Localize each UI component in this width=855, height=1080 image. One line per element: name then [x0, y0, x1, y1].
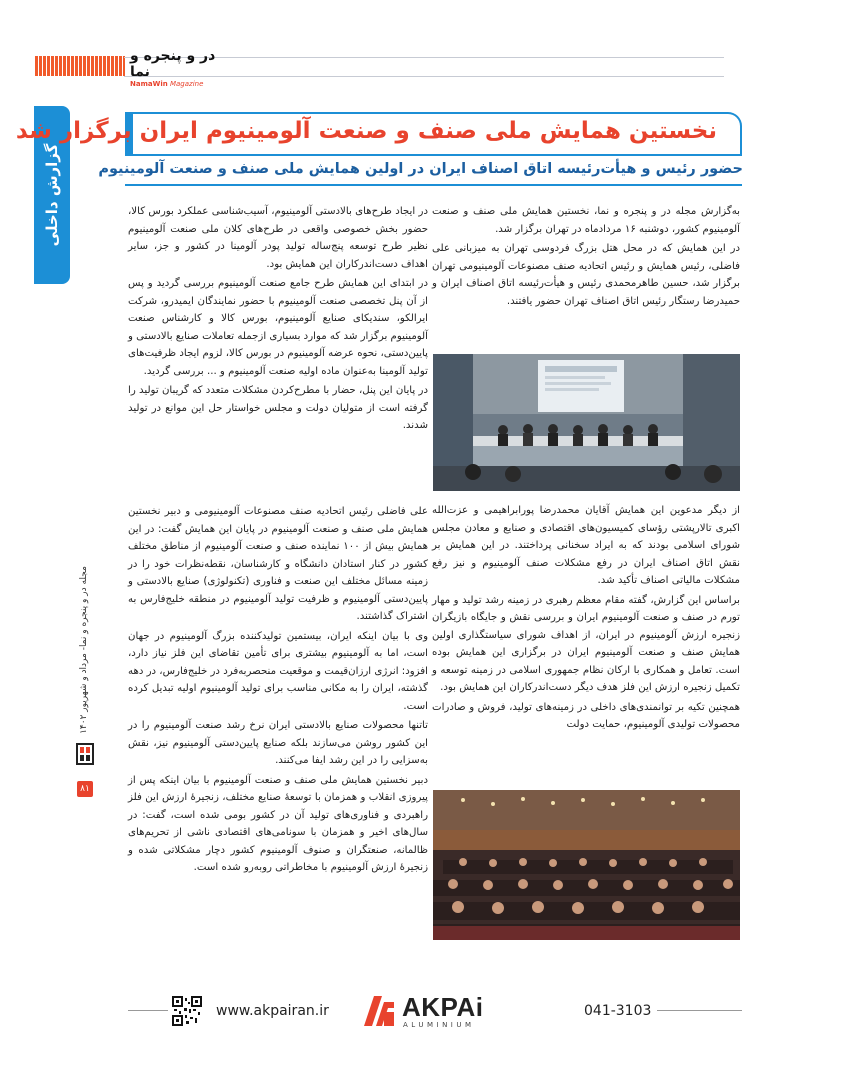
akpai-logo-icon	[360, 994, 396, 1028]
akpai-brand-sub: ALUMINIUM	[403, 1021, 475, 1029]
paragraph: به‌گزارش مجله در و پنجره و نما، نخستین همایش ملی صنف و صنعت آلومینیوم کشور، دوشنبه ۱۶ مردادماه در تهران برگزار شد.	[432, 206, 740, 235]
section-tab-label: گزارش داخلی	[43, 143, 61, 247]
conference-panel-photo	[433, 354, 740, 491]
paragraph: در ایجاد طرح‌های بالادستی آلومینیوم، آسیب‌شناسی عملکرد بورس کالا، حضور بخش خصوصی واقعی در طرح‌های کلان ملی صنعت آلومینیوم نظیر طرح توسعه پنج‌ساله تولید پودر آلومینا در کشور و جز، سایر اهداف دست‌اندرکاران این همایش بود.	[128, 206, 428, 270]
paragraph: براساس این گزارش، گفته مقام معظم رهبری در زمینه رشد تولید و مهار تورم در صنف و صنعت آلومینیوم ایران و بررسی نقش و جایگاه بازیگران زنجیره ارزش آلومینیوم در ایران، از اهداف شورای سیاستگذاری اولین همایش صنف و صنعت آلومینیوم ایران در برگزاری این همایش بوده است. تعامل و همکاری با ارکان نظام جمهوری اسلامی در زمینه توسعه و تکمیل زنجیره ارزش این فلز هدف دیگر دست‌اندرکاران این همایش بود.	[432, 594, 740, 693]
magazine-logo-en: NamaWin Magazine	[130, 80, 204, 88]
paragraph: در پایان این پنل، حضار با مطرح‌کردن مشکلات متعدد که گریبان تولید را گرفته است از متولیان دولت و مجلس خواستار حل این موانع در تولید شدند.	[128, 385, 428, 431]
subtitle-rule	[125, 184, 742, 186]
akpai-brand-name: AKPAi	[402, 992, 484, 1022]
qr-code-icon	[172, 996, 202, 1026]
footer-phone: 041-3103	[578, 1003, 657, 1019]
footer-rule-left	[128, 1010, 168, 1011]
article-subtitle: حضور رئیس و هیأت‌رئیسه اتاق اصناف ایران در اولین همایش ملی صنف و صنعت آلومینیوم	[98, 161, 743, 177]
article-column-right-bottom	[432, 502, 740, 736]
article-column-right-top	[432, 203, 740, 312]
footer-website[interactable]: www.akpairan.ir	[210, 1003, 335, 1019]
paragraph: همچنین تکیه بر توانمندی‌های داخلی در زمینه‌های تولید، فروش و صادرات محصولات تولیدی آلومینیوم، حمایت دولت	[432, 701, 740, 730]
conference-audience-photo	[433, 790, 740, 940]
article-column-left-top	[128, 203, 428, 437]
magazine-logo-fa: در و پنجره و نما	[130, 48, 216, 80]
paragraph: در ابتدای این همایش طرح جامع صنعت آلومینیوم بررسی گردید و پس از آن پنل تخصصی صنعت آلومینیوم با حضور نمایندگان ایمیدرو، شرکت ایرالکو، سندیکای صنایع آلومینیوم، بورس کالا و کارشناس صنعت آلومینیوم برگزار شد که موارد بسیاری ازجمله تعاملات صنایع بالادستی و پایین‌دستی، نحوه عرضه آلومینیوم در بورس کالا، لزوم ایجاد ظرفیت‌های تولید آلومینا به‌عنوان ماده اولیه صنعت آلومینیوم و ... بررسی گردید.	[128, 278, 428, 377]
masthead-color-bar	[35, 56, 125, 76]
paragraph: وی با بیان اینکه ایران، بیستمین تولیدکننده بزرگ آلومینیوم در جهان است، اما به آلومینیوم بیشتری برای تأمین تقاضای این فلز نیاز دارد، افزود: انرژی ارزان‌قیمت و موقعیت منحصربه‌فرد در خلیج‌فارس، در دهه گذشته، ایران را به مکانی مناسب برای تولید آلومینیوم اولیه تبدیل کرده است.	[128, 630, 428, 712]
issue-info: مجله در و پنجره و نما- مرداد و شهریور ۱۴۰۲	[79, 566, 89, 734]
article-title: نخستین همایش ملی صنف و صنعت آلومینیوم ایران برگزار شد	[15, 118, 717, 144]
page-number: ۸۱	[77, 781, 93, 797]
paragraph: از دیگر مدعوین این همایش آقایان محمدرضا پورابراهیمی و عزت‌الله اکبری تالارپشتی رؤسای کمیسیون‌های اقتصادی و صنایع و معادن مجلس شورای اسلامی بودند که به ایراد سخنانی پرداختند. در این همایش بر نقش اتاق اصناف ایران در رفع مشکلات صنف آلومینیوم و نیز رفع مشکلات مالیاتی اصناف تأکید شد.	[432, 505, 740, 586]
magazine-logo	[130, 48, 230, 88]
article-column-left-bottom	[128, 503, 428, 879]
paragraph: در این همایش که در محل هتل بزرگ فردوسی تهران به میزبانی علی فاضلی، رئیس همایش و رئیس اتحادیه صنف مصنوعات آلومینیومی تهران برگزار شد، حسین طاهرمحمدی رئیس و هیأت‌رئیسه اتاق اصناف ایران و حمیدرضا رستگار رئیس اتاق اصناف تهران حضور یافتند.	[432, 243, 740, 307]
paragraph: علی فاضلی رئیس اتحادیه صنف مصنوعات آلومینیومی و دبیر نخستین همایش ملی صنف و صنعت آلومینیوم در پایان این همایش گفت: در این همایش بیش از ۱۰۰ نماینده صنف و صنعت آلومینیوم از مناطق مختلف کشور در کنار استادان دانشگاه و کارشناسان، نقطه‌نظرات خود را در زمینه مسائل مختلف این صنعت و فناوری (تکنولوژی) صنایع بالادستی و پایین‌دستی آلومینیوم و ظرفیت تولید آلومینیوم در منطقه خلیج‌فارس به اشتراک گذاشتند.	[128, 506, 428, 622]
paragraph: دبیر نخستین همایش ملی صنف و صنعت آلومینیوم با بیان اینکه پس از پیروزی انقلاب و همزمان با توسعهٔ صنایع مختلف، زنجیرهٔ ارزش این فلز راهبردی و فناوری‌های تولید آن در کشور بومی شده است، گفت: در سال‌های اخیر و همزمان با سونامی‌های اقتصادی ناشی از تحریم‌های ظالمانه، صنعتگران و صنوف آلومینیوم کشور دچار مشکلاتی شده و زنجیرهٔ ارزش آلومینیوم با مخاطراتی روبه‌رو شده است.	[128, 774, 428, 873]
paragraph: تاتنها محصولات صنایع بالادستی ایران نرخ رشد صنعت آلومینیوم را در این کشور روشن می‌سازند بلکه صنایع پایین‌دستی آلومینیوم نیز، نقش به‌سزایی را در این رشد ایفا می‌کنند.	[128, 720, 428, 766]
window-icon	[76, 742, 94, 766]
